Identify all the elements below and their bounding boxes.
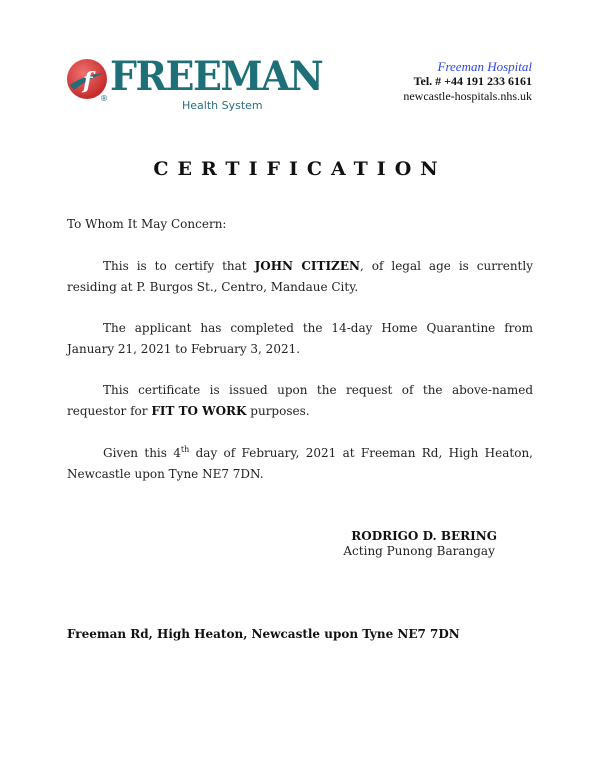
logo-subtitle: Health System (182, 99, 263, 112)
p4-superscript: th (180, 445, 190, 454)
registered-mark: ® (100, 94, 108, 103)
p1-before: This is to certify that (103, 259, 255, 273)
signature-block (343, 529, 497, 559)
signatory-name: RODRIGO D. BERING (351, 529, 497, 543)
paragraph-quarantine (67, 318, 533, 360)
logo-wordmark: FREEMAN (110, 52, 323, 100)
p3-after: purposes. (246, 404, 310, 418)
paragraph-purpose (67, 380, 533, 422)
salutation: To Whom It May Concern: (67, 217, 227, 231)
applicant-name: JOHN CITIZEN (254, 259, 360, 273)
p4-after: day of February, 2021 at Freeman Rd, High Heaton, Newcastle upon Tyne NE7 7DN. (67, 446, 533, 481)
freeman-logo (66, 52, 323, 116)
signatory-title: Acting Punong Barangay (343, 544, 495, 558)
contact-block (403, 59, 532, 104)
website: newcastle-hospitals.nhs.uk (403, 89, 532, 103)
paragraph-residency (67, 256, 533, 298)
logo-mark-letter: f (83, 68, 93, 94)
p3-before: This certificate is issued upon the request of the above-named requestor for (67, 383, 533, 418)
telephone: Tel. # +44 191 233 6161 (413, 74, 532, 88)
purpose: FIT TO WORK (151, 404, 247, 418)
hospital-name: Freeman Hospital (437, 59, 532, 74)
paragraph-given (67, 443, 533, 485)
document-title: CERTIFICATION (153, 158, 447, 180)
footer-address: Freeman Rd, High Heaton, Newcastle upon Tyne NE7 7DN (67, 627, 460, 641)
p4-before: Given this 4 (103, 446, 181, 460)
p2-text: The applicant has completed the 14-day Home Quarantine from January 21, 2021 to February 3, 2021. (67, 321, 533, 356)
p1-after: , of legal age is currently residing at P. Burgos St., Centro, Mandaue City. (67, 259, 533, 294)
